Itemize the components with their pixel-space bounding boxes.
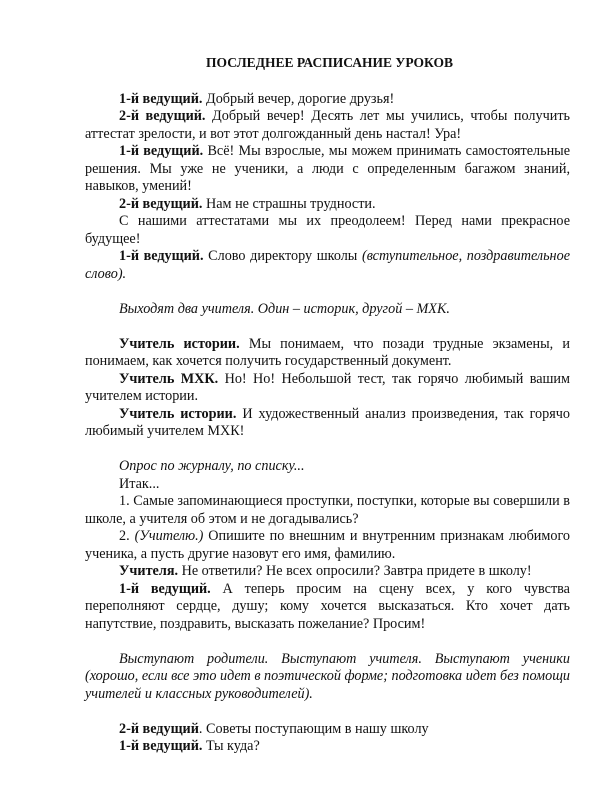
speaker-label: 2-й ведущий — [119, 720, 199, 737]
document-page — [85, 54, 570, 756]
line-text: Опишите по внешним и внутренним признакам любимого ученика, а пусть другие назовут его имя, фамилию. — [85, 528, 571, 562]
speaker-label: 1-й ведущий. — [119, 248, 204, 264]
stage-direction: (Учителю.) — [134, 528, 204, 544]
paragraph-gap — [85, 318, 570, 336]
line-text: С нашими аттестатами мы их преодолеем! Перед нами прекрасное будущее! — [85, 213, 570, 247]
paragraph-gap — [85, 441, 570, 459]
dialogue-line — [85, 336, 570, 371]
dialogue-line — [85, 143, 570, 196]
line-text: А теперь просим на сцену всех, у кого чувства переполняют сердце, душу; кому хочется высказаться. Кто хочет дать напутствие, поздравить, высказать пожелание? Просим! — [85, 580, 570, 632]
speaker-label: Учитель истории. — [119, 335, 240, 352]
stage-direction: (вступительное, поздравительное слово). — [85, 248, 570, 282]
dialogue-line — [85, 563, 570, 581]
dialogue-line — [85, 738, 570, 756]
line-text: И художественный анализ произведения, так горячо любимый учителем МХК! — [85, 405, 570, 439]
line-text: Нам не страшны трудности. — [202, 195, 376, 212]
speaker-label: 1-й ведущий. — [119, 143, 204, 159]
speaker-label: 1-й ведущий. — [119, 738, 203, 754]
stage-direction: Выходят два учителя. Один – историк, другой – МХК. — [119, 300, 450, 317]
paragraph-gap — [85, 633, 570, 651]
stage-direction: Опрос по журналу, по списку... — [119, 458, 305, 474]
line-text: Добрый вечер, дорогие друзья! — [202, 90, 395, 107]
speaker-label: Учителя. — [119, 563, 179, 579]
question-item: 1. Самые запоминающиеся проступки, поступки, которые вы совершили в школе, а учителя об этом и не догадывались? — [85, 493, 570, 527]
dialogue-line — [85, 371, 570, 406]
paragraph-gap — [85, 703, 570, 721]
dialogue-line — [85, 108, 570, 143]
paragraph-gap — [85, 283, 570, 301]
line-text: Всё! Мы взрослые, мы можем принимать самостоятельные решения. Мы уже не ученики, а люди с определенным багажом знаний, навыков, умений! — [85, 143, 570, 194]
line-text: Слово директору школы — [203, 248, 362, 264]
speaker-label: 2-й ведущий. — [119, 108, 206, 124]
speaker-label: Учитель МХК. — [119, 370, 219, 387]
line-text: Добрый вечер! Десять лет мы учились, чтобы получить аттестат зрелости, и вот этот долгожданный день настал! Ура! — [85, 108, 570, 142]
stage-direction: Выступают родители. Выступают учителя. Выступают ученики (хорошо, если все это идет в поэтической форме; подготовка идет без помощи учителей и классных руководителей). — [85, 650, 570, 702]
dialogue-line — [85, 406, 570, 441]
page-title: ПОСЛЕДНЕЕ РАСПИСАНИЕ УРОКОВ — [206, 55, 453, 70]
dialogue-line — [85, 248, 570, 283]
line-text: . Советы поступающим в нашу школу — [198, 720, 429, 737]
question-item — [85, 528, 570, 563]
speaker-label: Учитель истории. — [119, 405, 237, 422]
dialogue-line — [85, 196, 570, 214]
speaker-label: 2-й ведущий. — [119, 195, 203, 212]
speaker-label: 1-й ведущий. — [119, 90, 203, 107]
item-number: 2. — [119, 528, 135, 544]
line-text: Мы понимаем, что позади трудные экзамены, и понимаем, как хочется получить государственный документ. — [85, 335, 571, 369]
dialogue-line: Итак... — [119, 475, 160, 492]
speaker-label: 1-й ведущий. — [119, 580, 211, 597]
line-text: Ты куда? — [202, 738, 260, 754]
dialogue-line — [85, 213, 570, 248]
line-text: Не ответили? Не всех опросили? Завтра придете в школу! — [178, 563, 532, 579]
line-text: Но! Но! Небольшой тест, так горячо любимый вашим учителем истории. — [85, 370, 570, 404]
dialogue-line — [85, 721, 570, 739]
dialogue-line — [85, 581, 570, 634]
dialogue-line — [85, 91, 570, 109]
